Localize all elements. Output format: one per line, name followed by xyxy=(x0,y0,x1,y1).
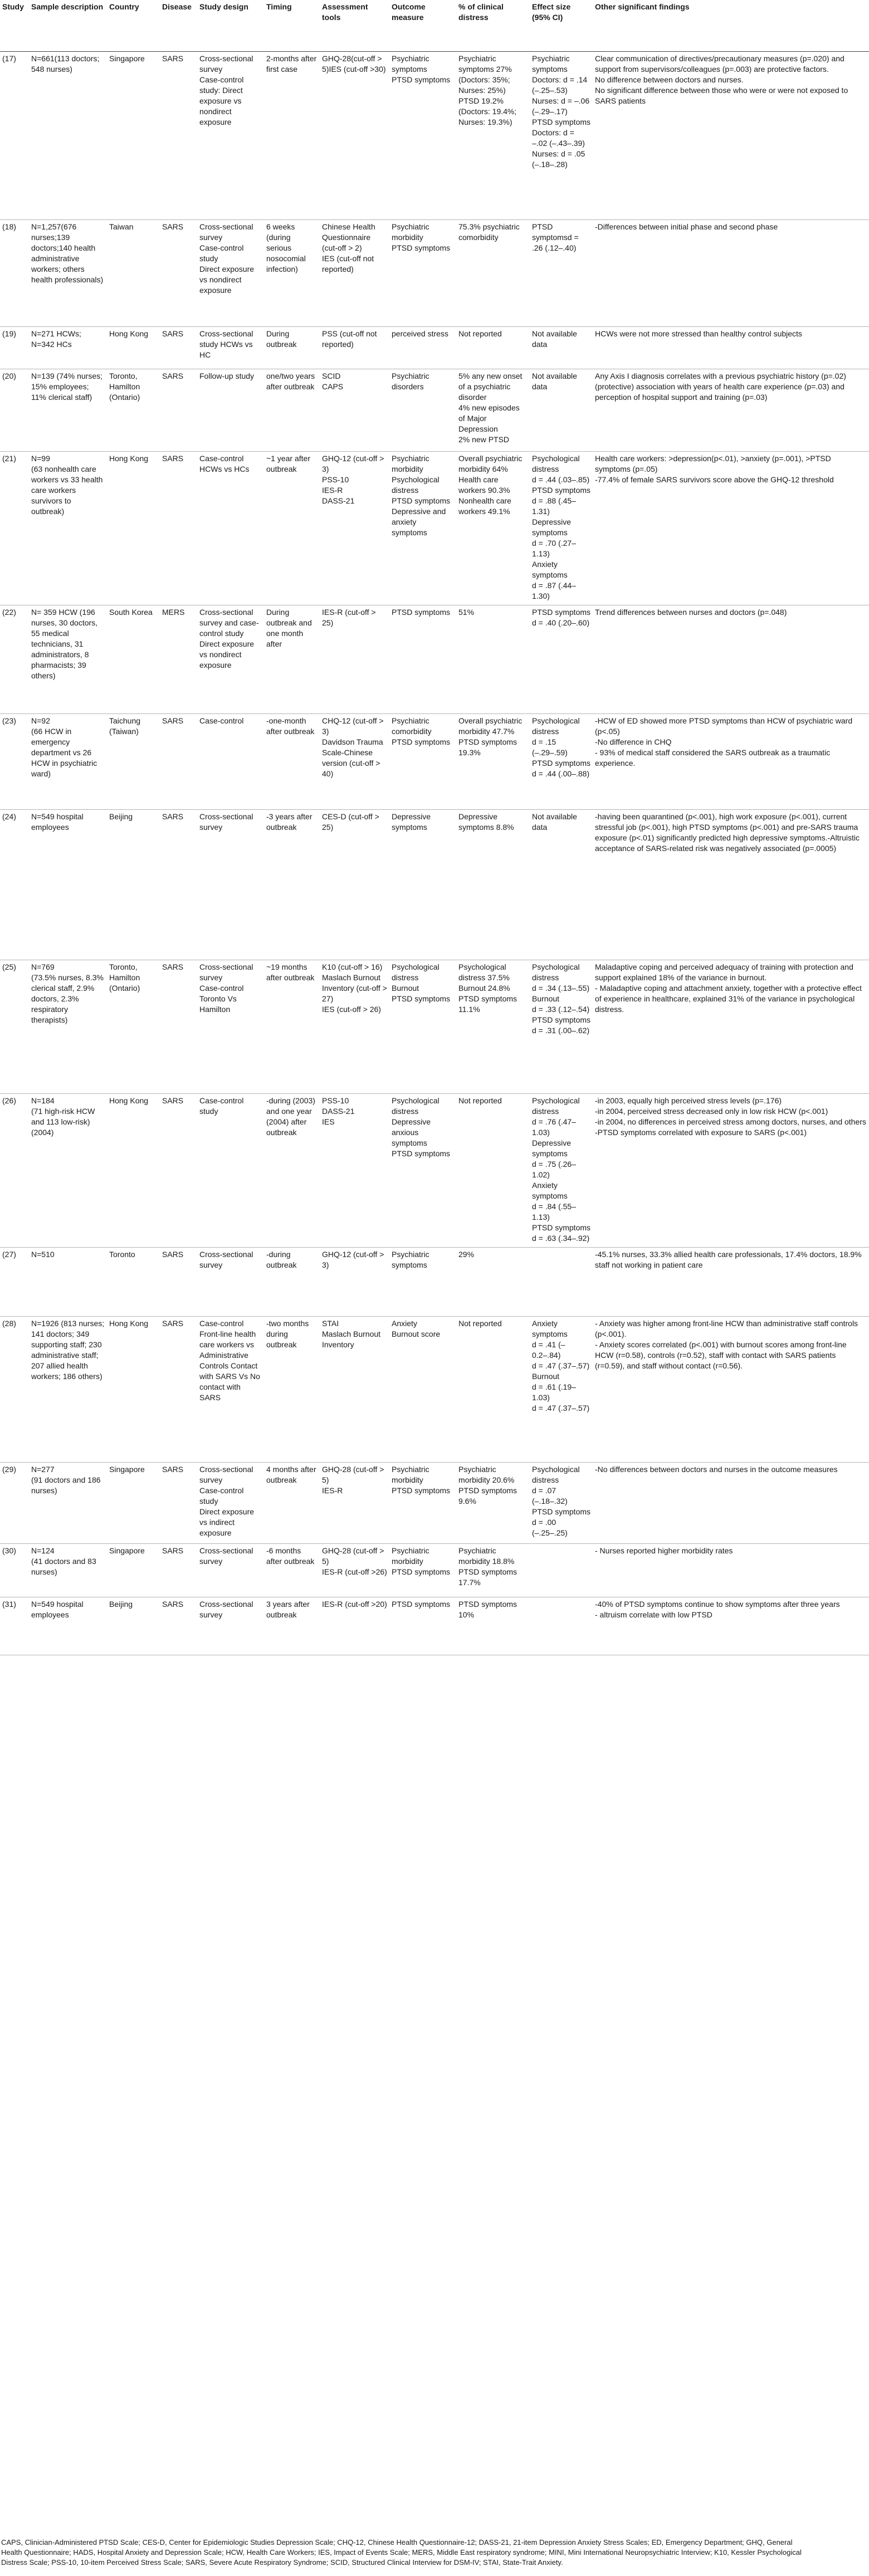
column-header-clinical-distress: % of clinical distress xyxy=(456,0,530,51)
cell-disease: SARS xyxy=(160,1543,197,1597)
cell-other-findings: -having been quarantined (p<.001), high work exposure (p<.001), current stressful job (p<.001), high PTSD symptoms (p<.001) and pre-SARS trauma exposure (p<.01) significantly predicted high depressive symptoms.-Altruistic acceptance of SARS-related risk was negatively associated (p=.0005) xyxy=(593,809,869,960)
cell-timing: -during (2003) and one year (2004) after outbreak xyxy=(264,1093,320,1247)
cell-assessment-tools: CES-D (cut-off > 25) xyxy=(320,809,389,960)
cell-outcome-measure: Psychiatric comorbidity PTSD symptoms xyxy=(389,713,456,809)
cell-sample-description: N=549 hospital employees xyxy=(29,1597,107,1655)
cell-study: (25) xyxy=(0,960,29,1093)
cell-sample-description: N=1926 (813 nurses; 141 doctors; 349 supporting staff; 230 administrative staff; 207 allied health workers; 186 others) xyxy=(29,1316,107,1462)
cell-disease: SARS xyxy=(160,809,197,960)
cell-outcome-measure: Psychiatric morbidity Psychological distress PTSD symptoms Depressive and anxiety symptoms xyxy=(389,451,456,605)
table-row xyxy=(0,605,869,713)
cell-disease: SARS xyxy=(160,713,197,809)
cell-country: Beijing xyxy=(107,1597,160,1655)
cell-effect-size xyxy=(530,1597,593,1655)
cell-outcome-measure: Psychiatric morbidity PTSD symptoms xyxy=(389,1462,456,1543)
cell-timing: -one-month after outbreak xyxy=(264,713,320,809)
cell-timing: -6 months after outbreak xyxy=(264,1543,320,1597)
cell-sample-description: N=139 (74% nurses; 15% employees; 11% clerical staff) xyxy=(29,369,107,451)
table-row xyxy=(0,809,869,960)
cell-clinical-distress: Psychological distress 37.5% Burnout 24.8% PTSD symptoms 11.1% xyxy=(456,960,530,1093)
cell-disease: SARS xyxy=(160,1316,197,1462)
cell-outcome-measure: Psychological distress Depressive anxious symptoms PTSD symptoms xyxy=(389,1093,456,1247)
cell-study-design: Cross-sectional study HCWs vs HC xyxy=(197,326,264,369)
cell-assessment-tools: GHQ-28 (cut-off > 5) IES-R (cut-off >26) xyxy=(320,1543,389,1597)
cell-effect-size xyxy=(530,1247,593,1316)
table-row xyxy=(0,713,869,809)
cell-timing: -two months during outbreak xyxy=(264,1316,320,1462)
cell-study-design: Cross-sectional survey Case-control Toronto Vs Hamilton xyxy=(197,960,264,1093)
cell-timing: 3 years after outbreak xyxy=(264,1597,320,1655)
cell-study: (28) xyxy=(0,1316,29,1462)
table-row xyxy=(0,1316,869,1462)
cell-clinical-distress: Psychiatric symptoms 27% (Doctors: 35%; Nurses: 25%) PTSD 19.2% (Doctors: 19.4%; Nurses: 19.3%) xyxy=(456,51,530,219)
cell-disease: SARS xyxy=(160,451,197,605)
cell-country: Toronto, Hamilton (Ontario) xyxy=(107,369,160,451)
cell-study: (22) xyxy=(0,605,29,713)
cell-country: Singapore xyxy=(107,51,160,219)
cell-study-design: Cross-sectional survey xyxy=(197,1247,264,1316)
cell-disease: SARS xyxy=(160,51,197,219)
cell-clinical-distress: Overall psychiatric morbidity 47.7% PTSD symptoms 19.3% xyxy=(456,713,530,809)
cell-country: Toronto xyxy=(107,1247,160,1316)
table-row xyxy=(0,51,869,219)
cell-sample-description: N=277 (91 doctors and 186 nurses) xyxy=(29,1462,107,1543)
cell-clinical-distress: 51% xyxy=(456,605,530,713)
cell-disease: SARS xyxy=(160,1597,197,1655)
cell-country: Hong Kong xyxy=(107,1316,160,1462)
cell-other-findings: Trend differences between nurses and doctors (p=.048) xyxy=(593,605,869,713)
cell-effect-size: Psychological distress d = .44 (.03–.85) PTSD symptoms d = .88 (.45–1.31) Depressive symptoms d = .70 (.27–1.13) Anxiety symptoms d = .87 (.44–1.30) xyxy=(530,451,593,605)
cell-other-findings: -Differences between initial phase and second phase xyxy=(593,219,869,326)
cell-outcome-measure: Psychiatric morbidity PTSD symptoms xyxy=(389,219,456,326)
cell-effect-size: Anxiety symptoms d = .41 (–0.2–.84) d = .47 (.37–.57) Burnout d = .61 (.19–1.03) d = .47 (.37–.57) xyxy=(530,1316,593,1462)
cell-other-findings: Clear communication of directives/precautionary measures (p=.020) and support from supervisors/colleagues (p=.003) are protective factors. No difference between doctors and nurses. No significant difference between those who were or were not exposed to SARS patients xyxy=(593,51,869,219)
cell-study-design: Follow-up study xyxy=(197,369,264,451)
cell-other-findings: HCWs were not more stressed than healthy control subjects xyxy=(593,326,869,369)
cell-other-findings: -HCW of ED showed more PTSD symptoms than HCW of psychiatric ward (p<.05) -No difference in CHQ - 93% of medical staff considered the SARS outbreak as a traumatic experience. xyxy=(593,713,869,809)
table-row xyxy=(0,1597,869,1655)
cell-study: (18) xyxy=(0,219,29,326)
cell-sample-description: N= 359 HCW (196 nurses, 30 doctors, 55 medical technicians, 31 administrators, 8 pharmacists; 39 others) xyxy=(29,605,107,713)
cell-sample-description: N=99 (63 nonhealth care workers vs 33 health care workers survivors to outbreak) xyxy=(29,451,107,605)
cell-sample-description: N=510 xyxy=(29,1247,107,1316)
table-row xyxy=(0,1247,869,1316)
column-header-study-design: Study design xyxy=(197,0,264,51)
cell-country: Singapore xyxy=(107,1462,160,1543)
table-row xyxy=(0,326,869,369)
cell-effect-size: Psychological distress d = .15 (–.29–.59) PTSD symptoms d = .44 (.00–.88) xyxy=(530,713,593,809)
cell-outcome-measure: perceived stress xyxy=(389,326,456,369)
cell-other-findings: -45.1% nurses, 33.3% allied health care professionals, 17.4% doctors, 18.9% staff not working in patient care xyxy=(593,1247,869,1316)
cell-other-findings: Any Axis I diagnosis correlates with a previous psychiatric history (p=.02)(protective) association with years of health care experience (p=.03) and perception of hospital support and training (p=.03) xyxy=(593,369,869,451)
cell-timing: During outbreak xyxy=(264,326,320,369)
cell-sample-description: N=661(113 doctors; 548 nurses) xyxy=(29,51,107,219)
cell-clinical-distress: 5% any new onset of a psychiatric disorder 4% new episodes of Major Depression 2% new PTSD xyxy=(456,369,530,451)
cell-outcome-measure: Psychological distress Burnout PTSD symptoms xyxy=(389,960,456,1093)
cell-timing: ~1 year after outbreak xyxy=(264,451,320,605)
cell-disease: SARS xyxy=(160,369,197,451)
cell-effect-size xyxy=(530,1543,593,1597)
cell-disease: SARS xyxy=(160,1462,197,1543)
cell-clinical-distress: Overall psychiatric morbidity 64% Health care workers 90.3% Nonhealth care workers 49.1% xyxy=(456,451,530,605)
table-row xyxy=(0,451,869,605)
cell-timing: 4 months after outbreak xyxy=(264,1462,320,1543)
cell-timing: ~19 months after outbreak xyxy=(264,960,320,1093)
cell-study: (17) xyxy=(0,51,29,219)
cell-clinical-distress: Depressive symptoms 8.8% xyxy=(456,809,530,960)
table-row xyxy=(0,219,869,326)
cell-timing: -during outbreak xyxy=(264,1247,320,1316)
column-header-country: Country xyxy=(107,0,160,51)
cell-study-design: Cross-sectional survey Case-control study: Direct exposure vs nondirect exposure xyxy=(197,51,264,219)
cell-study: (26) xyxy=(0,1093,29,1247)
cell-study-design: Cross-sectional survey Case-control study Direct exposure vs indirect exposure xyxy=(197,1462,264,1543)
cell-study: (20) xyxy=(0,369,29,451)
cell-disease: SARS xyxy=(160,1093,197,1247)
cell-outcome-measure: Psychiatric symptoms xyxy=(389,1247,456,1316)
cell-country: Hong Kong xyxy=(107,326,160,369)
column-header-sample-description: Sample description xyxy=(29,0,107,51)
table-row xyxy=(0,1093,869,1247)
cell-effect-size: PTSD symptomsd = .26 (.12–.40) xyxy=(530,219,593,326)
cell-sample-description: N=271 HCWs; N=342 HCs xyxy=(29,326,107,369)
cell-study: (19) xyxy=(0,326,29,369)
cell-study: (30) xyxy=(0,1543,29,1597)
cell-study: (24) xyxy=(0,809,29,960)
cell-study-design: Cross-sectional survey xyxy=(197,1543,264,1597)
cell-timing: 2-months after first case xyxy=(264,51,320,219)
table-row xyxy=(0,1543,869,1597)
cell-outcome-measure: PTSD symptoms xyxy=(389,1597,456,1655)
cell-assessment-tools: STAI Maslach Burnout Inventory xyxy=(320,1316,389,1462)
cell-timing: -3 years after outbreak xyxy=(264,809,320,960)
cell-other-findings: -in 2003, equally high perceived stress levels (p=.176) -in 2004, perceived stress decreased only in low risk HCW (p<.001) -in 2004, no differences in perceived stress among doctors, nurses, and others -PTSD symptoms correlated with exposure to SARS (p<.001) xyxy=(593,1093,869,1247)
cell-other-findings: Health care workers: >depression(p<.01), >anxiety (p=.001), >PTSD symptoms (p=.05) -77.4% of female SARS survivors score above the GHQ-12 threshold xyxy=(593,451,869,605)
cell-outcome-measure: Anxiety Burnout score xyxy=(389,1316,456,1462)
cell-assessment-tools: IES-R (cut-off > 25) xyxy=(320,605,389,713)
cell-assessment-tools: K10 (cut-off > 16) Maslach Burnout Inventory (cut-off > 27) IES (cut-off > 26) xyxy=(320,960,389,1093)
cell-study-design: Case-control HCWs vs HCs xyxy=(197,451,264,605)
cell-effect-size: PTSD symptoms d = .40 (.20–.60) xyxy=(530,605,593,713)
cell-effect-size: Psychological distress d = .34 (.13–.55) Burnout d = .33 (.12–.54) PTSD symptoms d = .31 (.00–.62) xyxy=(530,960,593,1093)
column-header-disease: Disease xyxy=(160,0,197,51)
column-header-outcome-measure: Outcome measure xyxy=(389,0,456,51)
cell-clinical-distress: Not reported xyxy=(456,326,530,369)
cell-study-design: Cross-sectional survey xyxy=(197,1597,264,1655)
cell-study: (27) xyxy=(0,1247,29,1316)
cell-sample-description: N=184 (71 high-risk HCW and 113 low-risk) (2004) xyxy=(29,1093,107,1247)
cell-country: Taiwan xyxy=(107,219,160,326)
cell-study-design: Cross-sectional survey Case-control study Direct exposure vs nondirect exposure xyxy=(197,219,264,326)
column-header-effect-size: Effect size (95% CI) xyxy=(530,0,593,51)
cell-effect-size: Psychological distress d = .76 (.47–1.03) Depressive symptoms d = .75 (.26–1.02) Anxiety symptoms d = .84 (.55–1.13) PTSD symptoms d = .63 (.34–.92) xyxy=(530,1093,593,1247)
table-header-row xyxy=(0,0,869,51)
cell-country: South Korea xyxy=(107,605,160,713)
cell-other-findings: - Nurses reported higher morbidity rates xyxy=(593,1543,869,1597)
cell-clinical-distress: Psychiatric morbidity 20.6% PTSD symptoms 9.6% xyxy=(456,1462,530,1543)
cell-effect-size: Not available data xyxy=(530,326,593,369)
cell-clinical-distress: 29% xyxy=(456,1247,530,1316)
table-row xyxy=(0,960,869,1093)
column-header-study: Study xyxy=(0,0,29,51)
table-footnote: CAPS, Clinician-Administered PTSD Scale; CES-D, Center for Epidemiologic Studies Depression Scale; CHQ-12, Chinese Health Questionnaire-12; DASS-21, 21-item Depression Anxiety Stress Scales; ED, Emergency Department; GHQ, General Health Questionnaire; HADS, Hospital Anxiety and Depression Scale; HCW, Health Care Workers; IES, Impact of Events Scale; MERS, Middle East respiratory syndrome; MINI, Mini International Neuropsychiatric Interview; K10, Kessler Psychological Distress Scale; PSS-10, 10-item Perceived Stress Scale; SARS, Severe Acute Respiratory Syndrome; SCID, Structured Clinical Interview for DSM-IV; STAI, State-Trait Anxiety. xyxy=(1,2538,802,2567)
cell-effect-size: Psychological distress d = .07 (–.18–.32) PTSD symptoms d = .00 (–.25–.25) xyxy=(530,1462,593,1543)
cell-clinical-distress: Not reported xyxy=(456,1316,530,1462)
cell-effect-size: Not available data xyxy=(530,369,593,451)
cell-outcome-measure: Depressive symptoms xyxy=(389,809,456,960)
cell-outcome-measure: PTSD symptoms xyxy=(389,605,456,713)
cell-effect-size: Not available data xyxy=(530,809,593,960)
cell-disease: MERS xyxy=(160,605,197,713)
cell-other-findings: -40% of PTSD symptoms continue to show symptoms after three years - altruism correlate with low PTSD xyxy=(593,1597,869,1655)
column-header-assessment-tools: Assessment tools xyxy=(320,0,389,51)
cell-study-design: Cross-sectional survey xyxy=(197,809,264,960)
cell-study: (23) xyxy=(0,713,29,809)
cell-outcome-measure: Psychiatric disorders xyxy=(389,369,456,451)
cell-clinical-distress: PTSD symptoms 10% xyxy=(456,1597,530,1655)
cell-timing: 6 weeks (during serious nosocomial infection) xyxy=(264,219,320,326)
cell-study-design: Case-control Front-line health care workers vs Administrative Controls Contact with SARS Vs No contact with SARS xyxy=(197,1316,264,1462)
table-row xyxy=(0,369,869,451)
cell-assessment-tools: IES-R (cut-off >20) xyxy=(320,1597,389,1655)
cell-clinical-distress: Not reported xyxy=(456,1093,530,1247)
cell-country: Taichung (Taiwan) xyxy=(107,713,160,809)
cell-sample-description: N=1,257(676 nurses;139 doctors;140 health administrative workers; others health professionals) xyxy=(29,219,107,326)
cell-timing: During outbreak and one month after xyxy=(264,605,320,713)
cell-other-findings: Maladaptive coping and perceived adequacy of training with protection and support explained 18% of the variance in burnout. - Maladaptive coping and attachment anxiety, together with a protective effect of experience in healthcare, explained 31% of the variance in psychological distress. xyxy=(593,960,869,1093)
cell-disease: SARS xyxy=(160,1247,197,1316)
cell-outcome-measure: Psychiatric morbidity PTSD symptoms xyxy=(389,1543,456,1597)
cell-country: Toronto, Hamilton (Ontario) xyxy=(107,960,160,1093)
cell-study: (31) xyxy=(0,1597,29,1655)
cell-assessment-tools: PSS-10 DASS-21 IES xyxy=(320,1093,389,1247)
cell-effect-size: Psychiatric symptoms Doctors: d = .14 (–.25–.53) Nurses: d = –.06 (–.29–.17) PTSD symptoms Doctors: d = –.02 (–.43–.39) Nurses: d = .05 (–.18–.28) xyxy=(530,51,593,219)
cell-sample-description: N=92 (66 HCW in emergency department vs 26 HCW in psychiatric ward) xyxy=(29,713,107,809)
cell-study-design: Cross-sectional survey and case-control study Direct exposure vs nondirect exposure xyxy=(197,605,264,713)
cell-assessment-tools: PSS (cut-off not reported) xyxy=(320,326,389,369)
cell-country: Beijing xyxy=(107,809,160,960)
cell-sample-description: N=549 hospital employees xyxy=(29,809,107,960)
column-header-other-findings: Other significant findings xyxy=(593,0,869,51)
cell-sample-description: N=769 (73.5% nurses, 8.3% clerical staff, 2.9% doctors, 2.3% respiratory therapists) xyxy=(29,960,107,1093)
cell-study-design: Case-control xyxy=(197,713,264,809)
column-header-timing: Timing xyxy=(264,0,320,51)
cell-disease: SARS xyxy=(160,960,197,1093)
cell-assessment-tools: GHQ-28(cut-off > 5)IES (cut-off >30) xyxy=(320,51,389,219)
cell-clinical-distress: Psychiatric morbidity 18.8% PTSD symptoms 17.7% xyxy=(456,1543,530,1597)
cell-other-findings: -No differences between doctors and nurses in the outcome measures xyxy=(593,1462,869,1543)
cell-country: Hong Kong xyxy=(107,1093,160,1247)
table-row xyxy=(0,1462,869,1543)
cell-study-design: Case-control study xyxy=(197,1093,264,1247)
cell-disease: SARS xyxy=(160,219,197,326)
cell-country: Hong Kong xyxy=(107,451,160,605)
cell-assessment-tools: GHQ-28 (cut-off > 5) IES-R xyxy=(320,1462,389,1543)
table-body xyxy=(0,51,869,1655)
cell-study: (29) xyxy=(0,1462,29,1543)
cell-assessment-tools: CHQ-12 (cut-off > 3) Davidson Trauma Scale-Chinese version (cut-off > 40) xyxy=(320,713,389,809)
cell-outcome-measure: Psychiatric symptoms PTSD symptoms xyxy=(389,51,456,219)
cell-other-findings: - Anxiety was higher among front-line HCW than administrative staff controls (p<.001). - Anxiety scores correlated (p<.001) with burnout scores among front-line HCW (r=0.58), controls (r=0.52), staff with contact with SARS patients (r=0.59), and staff without contact (r=0.56). xyxy=(593,1316,869,1462)
cell-timing: one/two years after outbreak xyxy=(264,369,320,451)
cell-study: (21) xyxy=(0,451,29,605)
cell-disease: SARS xyxy=(160,326,197,369)
cell-clinical-distress: 75.3% psychiatric comorbidity xyxy=(456,219,530,326)
cell-sample-description: N=124 (41 doctors and 83 nurses) xyxy=(29,1543,107,1597)
cell-assessment-tools: GHQ-12 (cut-off > 3) xyxy=(320,1247,389,1316)
cell-country: Singapore xyxy=(107,1543,160,1597)
cell-assessment-tools: GHQ-12 (cut-off > 3) PSS-10 IES-R DASS-21 xyxy=(320,451,389,605)
cell-assessment-tools: Chinese Health Questionnaire (cut-off > 2) IES (cut-off not reported) xyxy=(320,219,389,326)
cell-assessment-tools: SCID CAPS xyxy=(320,369,389,451)
